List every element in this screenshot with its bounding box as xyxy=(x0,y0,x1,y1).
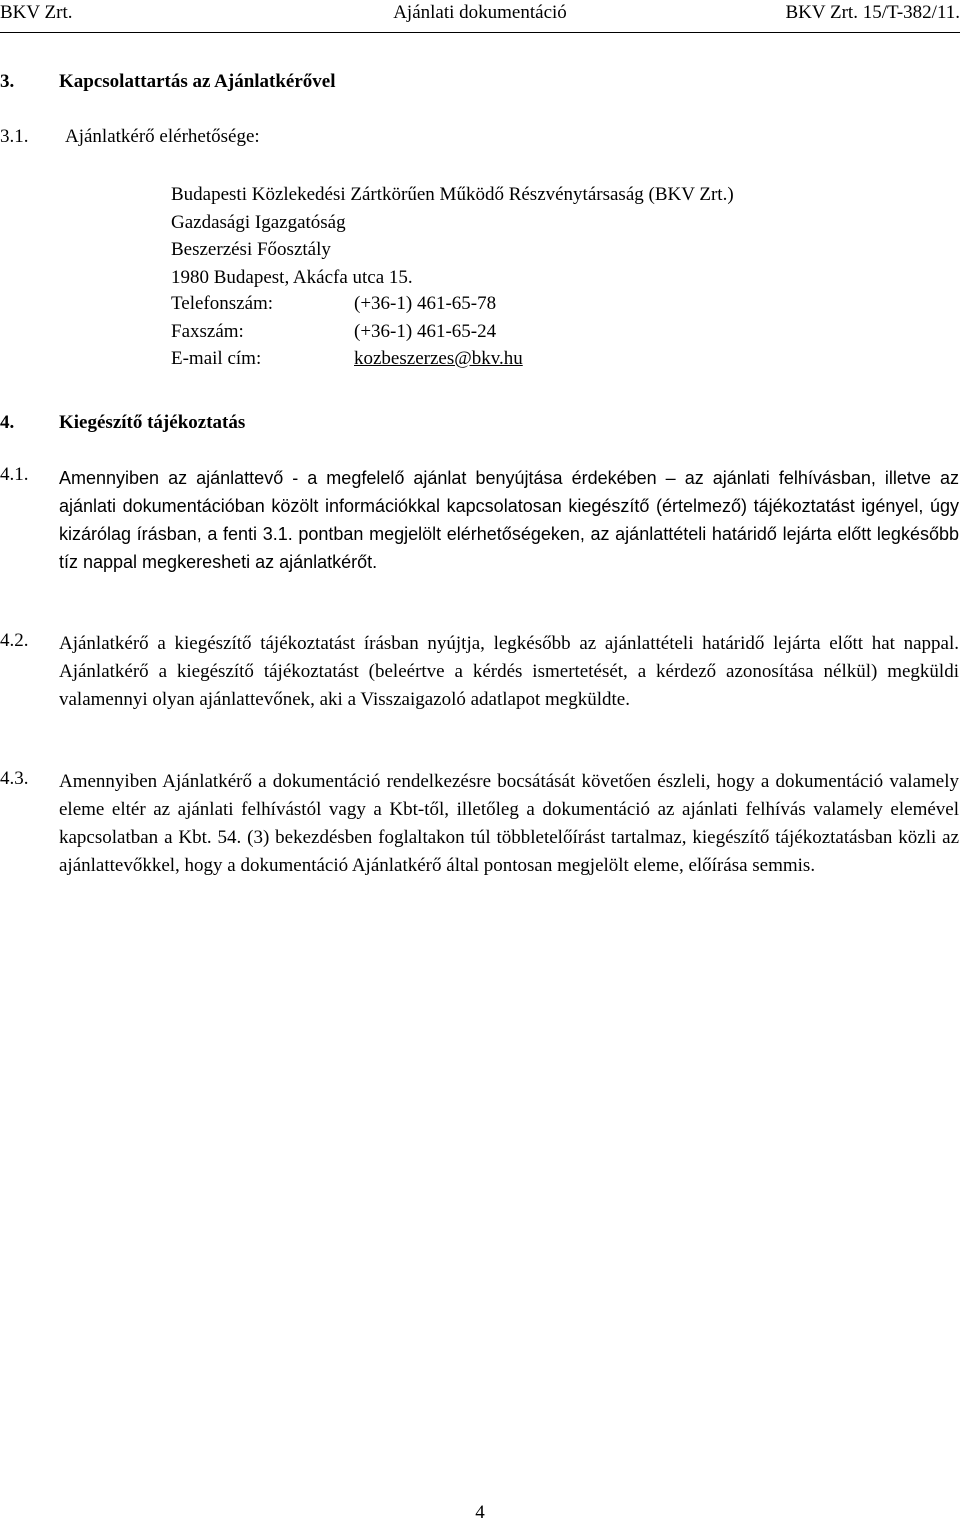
page-number: 4 xyxy=(475,1502,485,1523)
header-rule xyxy=(0,32,960,33)
paragraph-4-2: Ajánlatkérő a kiegészítő tájékoztatást írásban nyújtja, legkésőbb az ajánlattételi határidő lejárta előtt hat nappal. Ajánlatkérő a kiegészítő tájékoztatást (beleértve a kérdés ismertetését, a kérdező azonosítása nélkül) megküldi valamennyi olyan ajánlattevőnek, aki a Visszaigazoló adatlapot megküldte. xyxy=(59,633,959,710)
phone-value: (+36-1) 461-65-78 xyxy=(354,293,497,314)
fax-value: (+36-1) 461-65-24 xyxy=(354,320,497,342)
address-line: 1980 Budapest, Akácfa utca 15. xyxy=(171,266,413,288)
address-line: Beszerzési Főosztály xyxy=(171,239,331,260)
subsection-3-1-title: Ajánlatkérő elérhetősége: xyxy=(65,126,260,147)
address-line: Gazdasági Igazgatóság xyxy=(171,211,346,233)
address-line: Budapesti Közlekedési Zártkörűen Működő Részvénytársaság (BKV Zrt.) xyxy=(171,184,734,205)
paragraph-4-3-number: 4.3. xyxy=(0,768,29,789)
phone-label: Telefonszám: xyxy=(171,293,274,314)
section-3-title: Kapcsolattartás az Ajánlatkérővel xyxy=(59,71,336,92)
paragraph-4-2-number: 4.2. xyxy=(0,630,29,651)
header-right: BKV Zrt. 15/T-382/11. xyxy=(785,2,960,23)
section-3-number: 3. xyxy=(0,71,15,92)
subsection-3-1-number: 3.1. xyxy=(0,126,29,147)
paragraph-4-3: Amennyiben Ajánlatkérő a dokumentáció rendelkezésre bocsátását követően észleli, hogy a dokumentáció valamely eleme eltér az ajánlati felhívástól vagy a Kbt-től, illetőleg a dokumentáció az ajánlati felhívás valamely elemével kapcsolatban a Kbt. 54. (3) bekezdésben foglaltakon túl többletelőírást tartalmaz, kiegészítő tájékoztatásban közli az ajánlattevőkkel, hogy a dokumentáció Ajánlatkérő által pontosan megjelölt eleme, előírása semmis. xyxy=(59,771,959,876)
section-4-title: Kiegészítő tájékoztatás xyxy=(59,412,246,433)
fax-label: Faxszám: xyxy=(171,320,244,342)
paragraph-4-1: Amennyiben az ajánlattevő - a megfelelő ajánlat benyújtása érdekében – az ajánlati felhívásban, illetve az ajánlati dokumentációban közölt információkkal kapcsolatosan kiegészítő (értelmező) tájékoztatást igényel, úgy kizárólag írásban, a fenti 3.1. pontban megjelölt elérhetőségeken, az ajánlattételi határidő lejárta előtt legkésőbb tíz nappal megkeresheti az ajánlatkérőt. xyxy=(59,468,959,572)
page-header xyxy=(0,2,960,28)
email-label: E-mail cím: xyxy=(171,348,262,369)
paragraph-4-1-number: 4.1. xyxy=(0,464,29,485)
header-left: BKV Zrt. xyxy=(0,2,73,23)
header-center: Ajánlati dokumentáció xyxy=(393,2,567,23)
address-block xyxy=(171,181,734,291)
email-link[interactable]: kozbeszerzes@bkv.hu xyxy=(354,348,523,369)
section-4-number: 4. xyxy=(0,412,15,433)
